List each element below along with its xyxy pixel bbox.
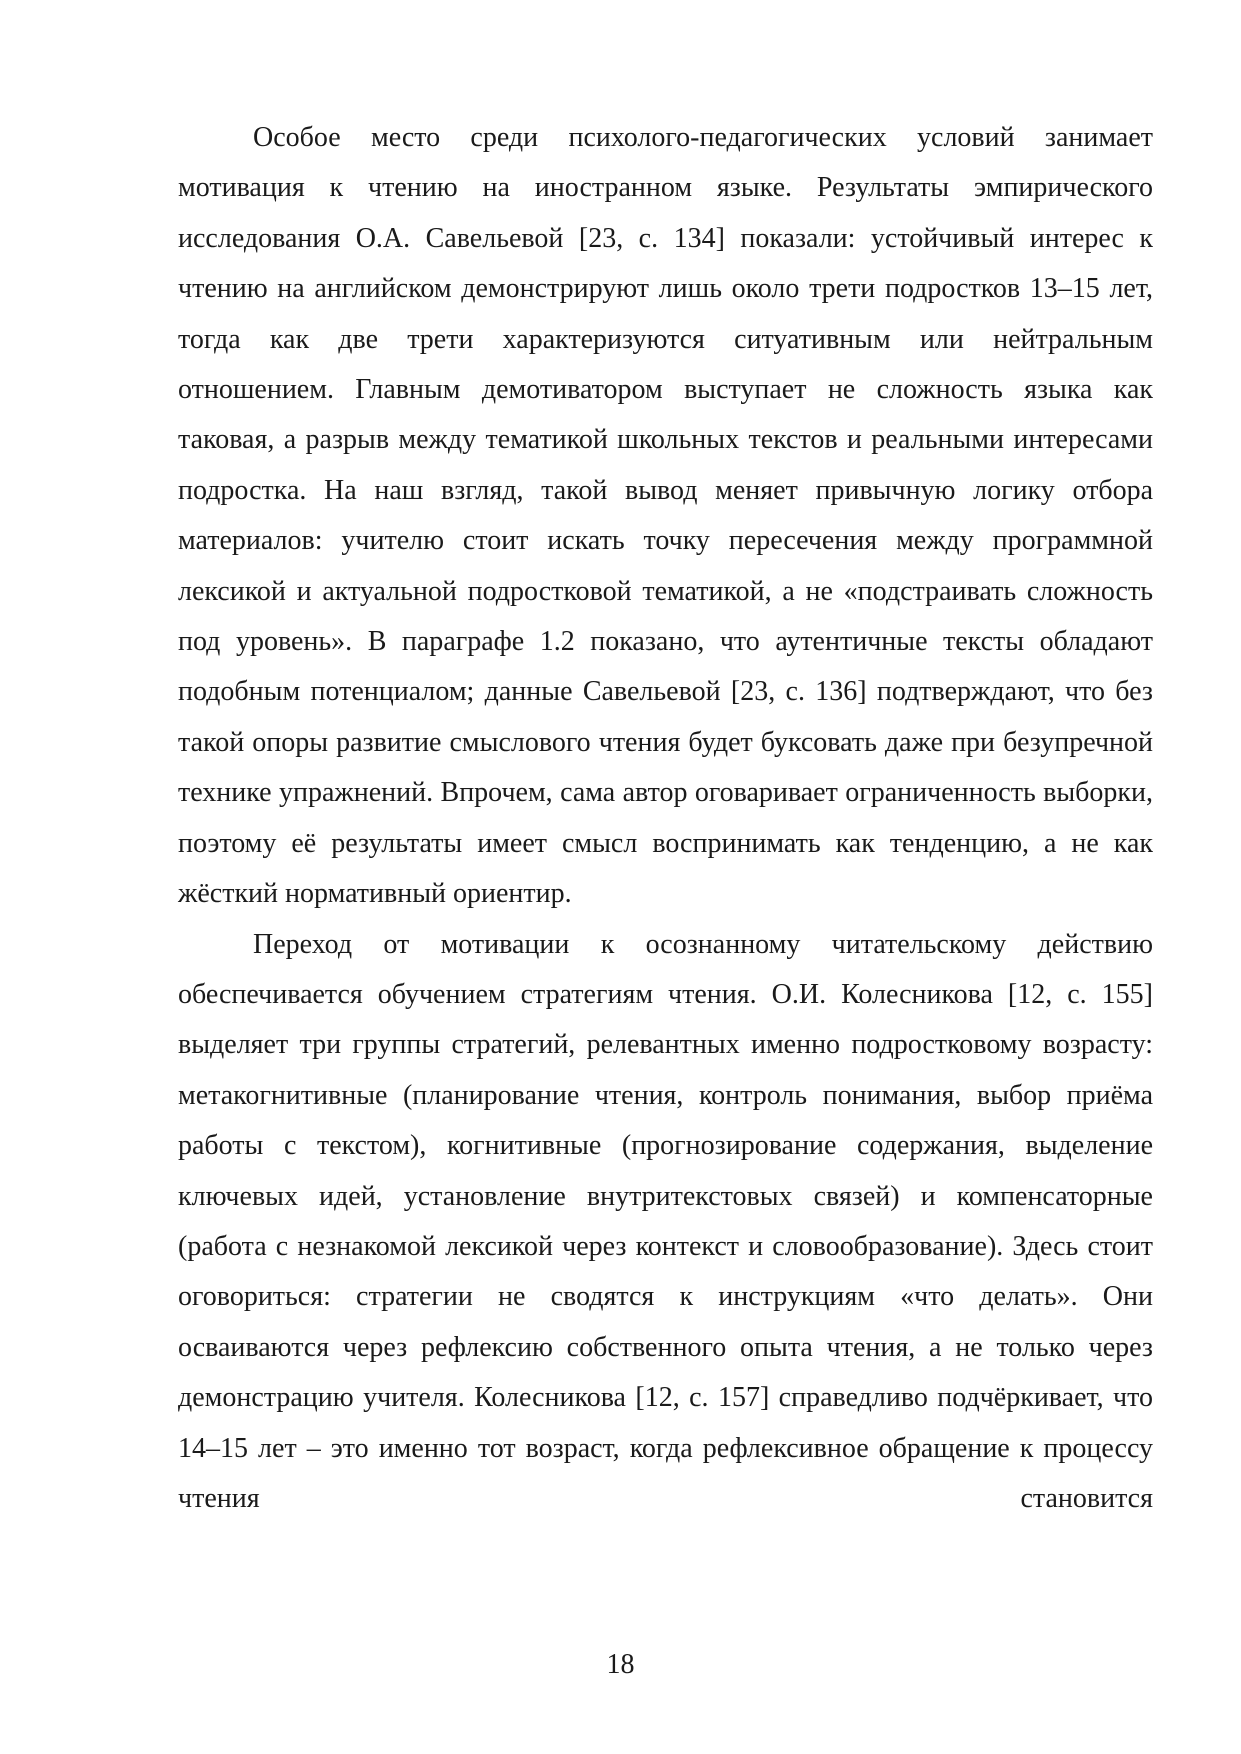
paragraph-motivation: Особое место среди психолого-педагогических условий занимает мотивация к чтению на иностранном языке. Результаты эмпирического исследования О.А. Савельевой [23, с. 134] показали: устойчивый интерес к чтению на английском демонстрируют лишь около трети подростков 13–15 лет, тогда как две трети характеризуются ситуативным или нейтральным отношением. Главным демотиватором выступает не сложность языка как таковая, а разрыв между тематикой школьных текстов и реальными интересами подростка. На наш взгляд, такой вывод меняет привычную логику отбора материалов: учителю стоит искать точку пересечения между программной лексикой и актуальной подростковой тематикой, а не «подстраивать сложность под уровень». В параграфе 1.2 показано, что аутентичные тексты обладают подобным потенциалом; данные Савельевой [23, с. 136] подтверждают, что без такой опоры развитие смыслового чтения будет буксовать даже при безупречной технике упражнений. Впрочем, сама автор оговаривает ограниченность выборки, поэтому её результаты имеет смысл воспринимать как тенденцию, а не как жёсткий нормативный ориентир. [178, 122, 1153, 910]
page-number: 18 [606, 1649, 635, 1680]
body-text [178, 113, 1153, 1524]
paragraph-reading-strategies: Переход от мотивации к осознанному читательскому действию обеспечивается обучением стратегиям чтения. О.И. Колесникова [12, с. 155] выделяет три группы стратегий, релевантных именно подростковому возрасту: метакогнитивные (планирование чтения, контроль понимания, выбор приёма работы с текстом), когнитивные (прогнозирование содержания, выделение ключевых идей, установление внутритекстовых связей) и компенсаторные (работа с незнакомой лексикой через контекст и словообразование). Здесь стоит оговориться: стратегии не сводятся к инструкциям «что делать». Они осваиваются через рефлексию собственного опыта чтения, а не только через демонстрацию учителя. Колесникова [12, с. 157] справедливо подчёркивает, что 14–15 лет – это именно тот возраст, когда рефлексивное обращение к процессу чтения становится [178, 928, 1153, 1514]
